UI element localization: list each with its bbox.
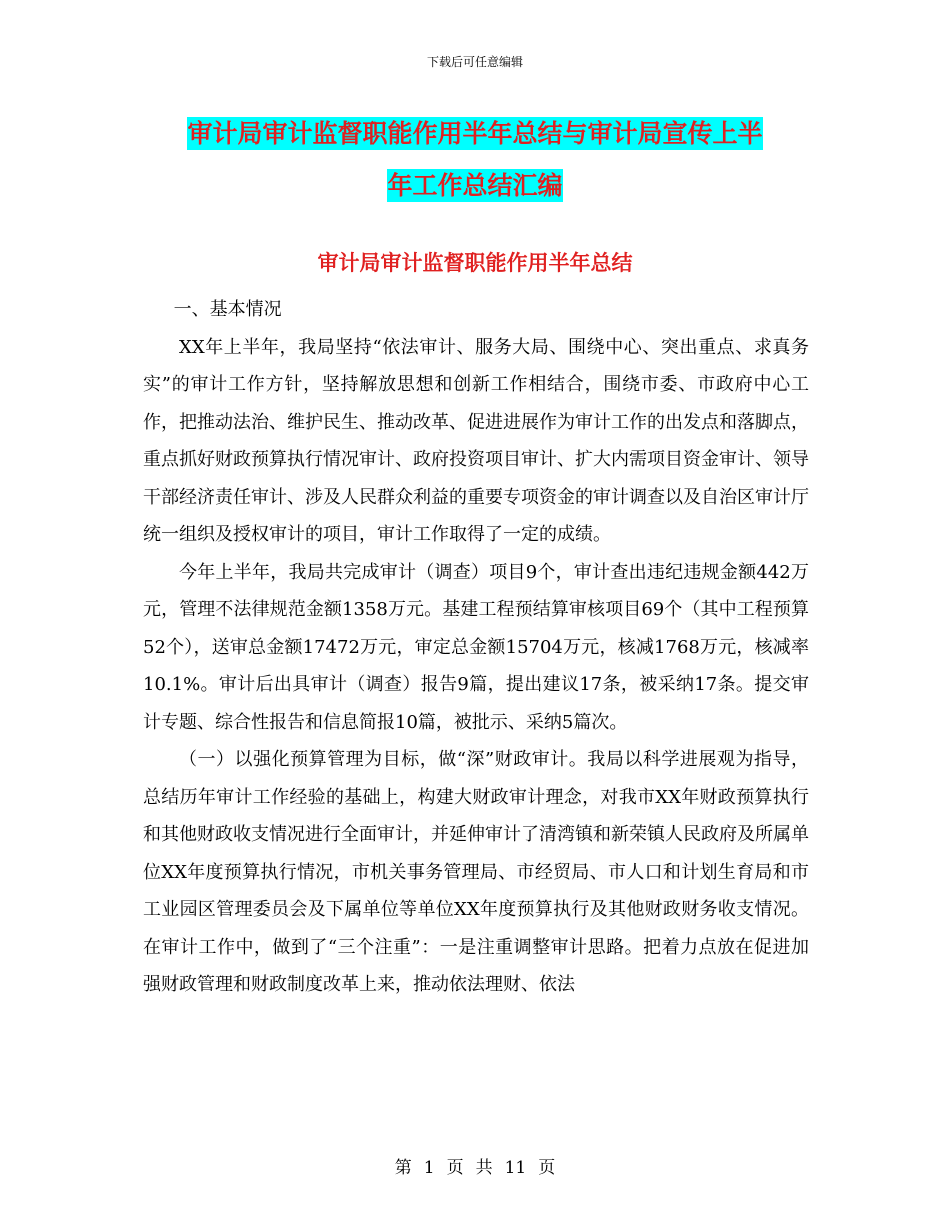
paragraph: 今年上半年，我局共完成审计（调查）项目9个，审计查出违纪违规金额442万元，管理不法律规范金额1358万元。基建工程预结算审核项目69个（其中工程预算52个），送审总金额17472万元，审定总金额15704万元，核减1768万元，核减率10.1%。审计后出具审计（调查）报告9篇，提出建议17条，被采纳17条。提交审计专题、综合性报告和信息简报10篇，被批示、采纳5篇次。 bbox=[143, 561, 809, 733]
paragraph: （一）以强化预算管理为目标，做“深”财政审计。我局以科学进展观为指导，总结历年审计工作经验的基础上，构建大财政审计理念，对我市XX年财政预算执行和其他财政收支情况进行全面审计，并延伸审计了清湾镇和新荣镇人民政府及所属单位XX年度预算执行情况，市机关事务管理局、市经贸局、市人口和计划生育局和市工业园区管理委员会及下属单位等单位XX年度预算执行及其他财政财务收支情况。在审计工作中，做到了“三个注重”：一是注重调整审计思路。把着力点放在促进加强财政管理和财政制度改革上来，推动依法理财、依法 bbox=[143, 749, 809, 995]
footer-label: 页 bbox=[538, 1158, 556, 1178]
page-header: 下载后可任意编辑 bbox=[426, 55, 523, 69]
page-footer bbox=[0, 1153, 950, 1178]
footer-label: 第 bbox=[394, 1158, 412, 1178]
body-text bbox=[143, 291, 809, 1004]
document-title-line-1: 审计局审计监督职能作用半年总结与审计局宣传上半 bbox=[187, 119, 763, 148]
page-total: 11 bbox=[504, 1158, 527, 1178]
page-number: 1 bbox=[423, 1158, 435, 1178]
footer-label: 共 bbox=[475, 1158, 493, 1178]
paragraph: XX年上半年，我局坚持“依法审计、服务大局、围绕中心、突出重点、求真务实”的审计工作方针，坚持解放思想和创新工作相结合，围绕市委、市政府中心工作，把推动法治、维护民生、推动改革、促进进展作为审计工作的出发点和落脚点，重点抓好财政预算执行情况审计、政府投资项目审计、扩大内需项目资金审计、领导干部经济责任审计、涉及人民群众利益的重要专项资金的审计调查以及自治区审计厅统一组织及授权审计的项目，审计工作取得了一定的成绩。 bbox=[143, 336, 809, 545]
section-title: 审计局审计监督职能作用半年总结 bbox=[317, 251, 633, 275]
section-heading: 一、基本情况 bbox=[173, 299, 282, 320]
document-title bbox=[0, 108, 950, 212]
document-title-line-2: 年工作总结汇编 bbox=[387, 171, 563, 200]
footer-label: 页 bbox=[446, 1158, 464, 1178]
